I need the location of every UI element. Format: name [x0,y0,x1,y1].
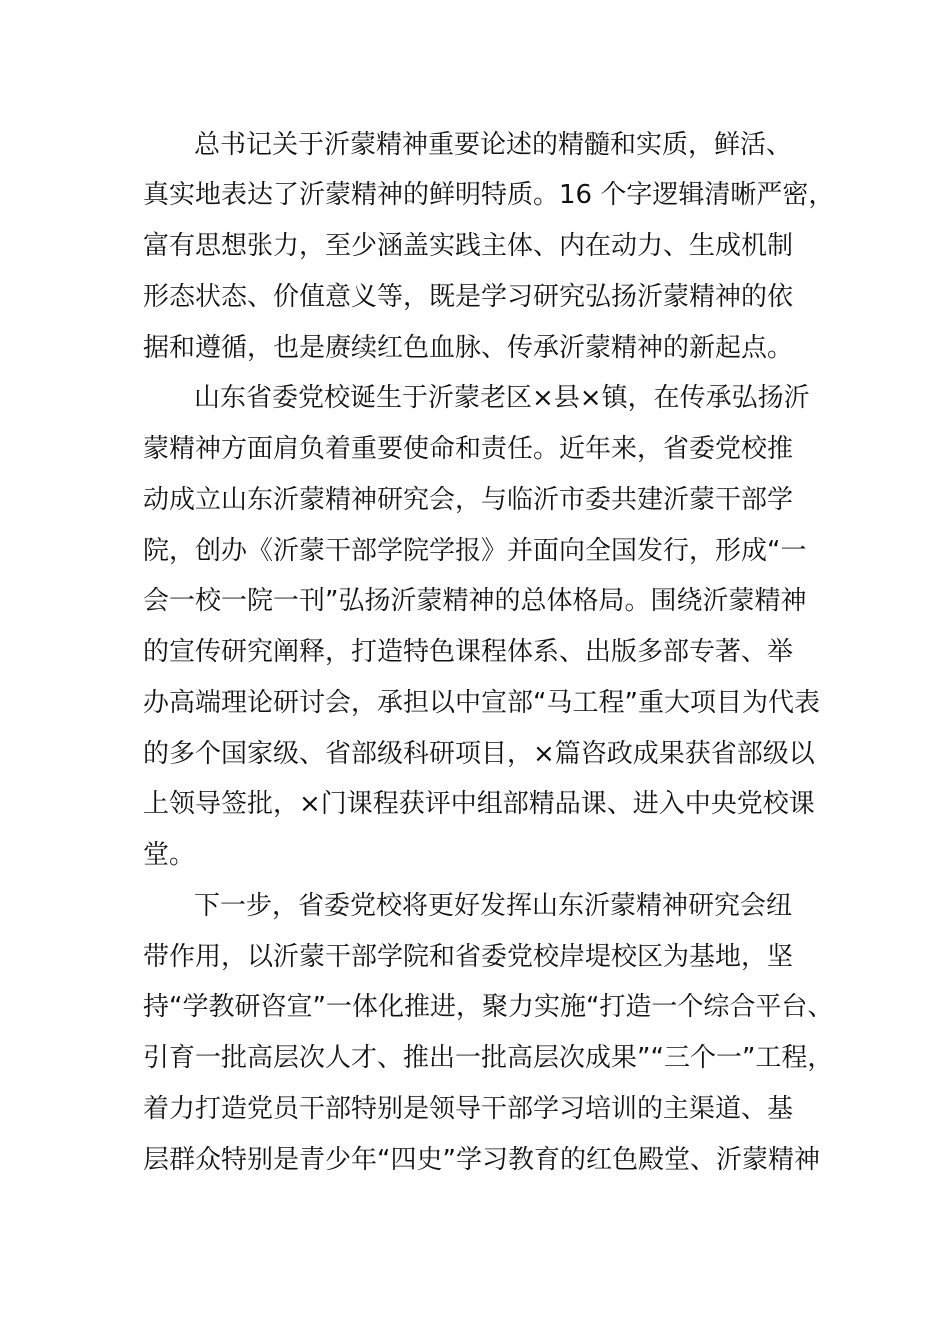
paragraph-line: 的宣传研究阐释，打造特色课程体系、出版多部专著、举 [143,637,794,667]
paragraph-line: 带作用，以沂蒙干部学院和省委党校岸堤校区为基地，坚 [143,942,794,972]
paragraph-line: 的多个国家级、省部级科研项目，×篇咨政成果获省部级以 [143,739,815,769]
paragraph-line: 山东省委党校诞生于沂蒙老区×县×镇，在传承弘扬沂 [194,383,810,413]
paragraph-line: 总书记关于沂蒙精神重要论述的精髓和实质，鲜活、 [194,130,793,160]
paragraph-line: 持“学教研咨宣”一体化推进，聚力实施“打造一个综合平台、 [143,992,834,1022]
paragraph-line: 据和遵循，也是赓续红色血脉、传承沂蒙精神的新起点。 [143,333,794,363]
paragraph-line: 院，创办《沂蒙干部学院学报》并面向全国发行，形成“一 [143,536,807,566]
paragraph-line: 引育一批高层次人才、推出一批高层次成果”“三个一”工程， [143,1043,834,1073]
paragraph-line: 形态状态、价值意义等，既是学习研究弘扬沂蒙精神的依 [143,282,794,312]
paragraph-line: 堂。 [143,840,196,870]
paragraph-line: 办高端理论研讨会，承担以中宣部“马工程”重大项目为代表 [143,688,820,718]
paragraph-line: 真实地表达了沂蒙精神的鲜明特质。16 个字逻辑清晰严密， [143,180,835,210]
paragraph-line: 着力打造党员干部特别是领导干部学习培训的主渠道、基 [143,1094,794,1124]
paragraph-line: 层群众特别是青少年“四史”学习教育的红色殿堂、沂蒙精神 [143,1145,820,1175]
paragraph-line: 会一校一院一刊”弘扬沂蒙精神的总体格局。围绕沂蒙精神 [143,586,807,616]
paragraph-line: 下一步，省委党校将更好发挥山东沂蒙精神研究会纽 [194,891,793,921]
paragraph-line: 动成立山东沂蒙精神研究会，与临沂市委共建沂蒙干部学 [143,485,794,515]
paragraph-line: 上领导签批，×门课程获评中组部精品课、进入中央党校课 [143,789,815,819]
paragraph-line: 富有思想张力，至少涵盖实践主体、内在动力、生成机制 [143,231,794,261]
paragraph-line: 蒙精神方面肩负着重要使命和责任。近年来，省委党校推 [143,434,794,464]
